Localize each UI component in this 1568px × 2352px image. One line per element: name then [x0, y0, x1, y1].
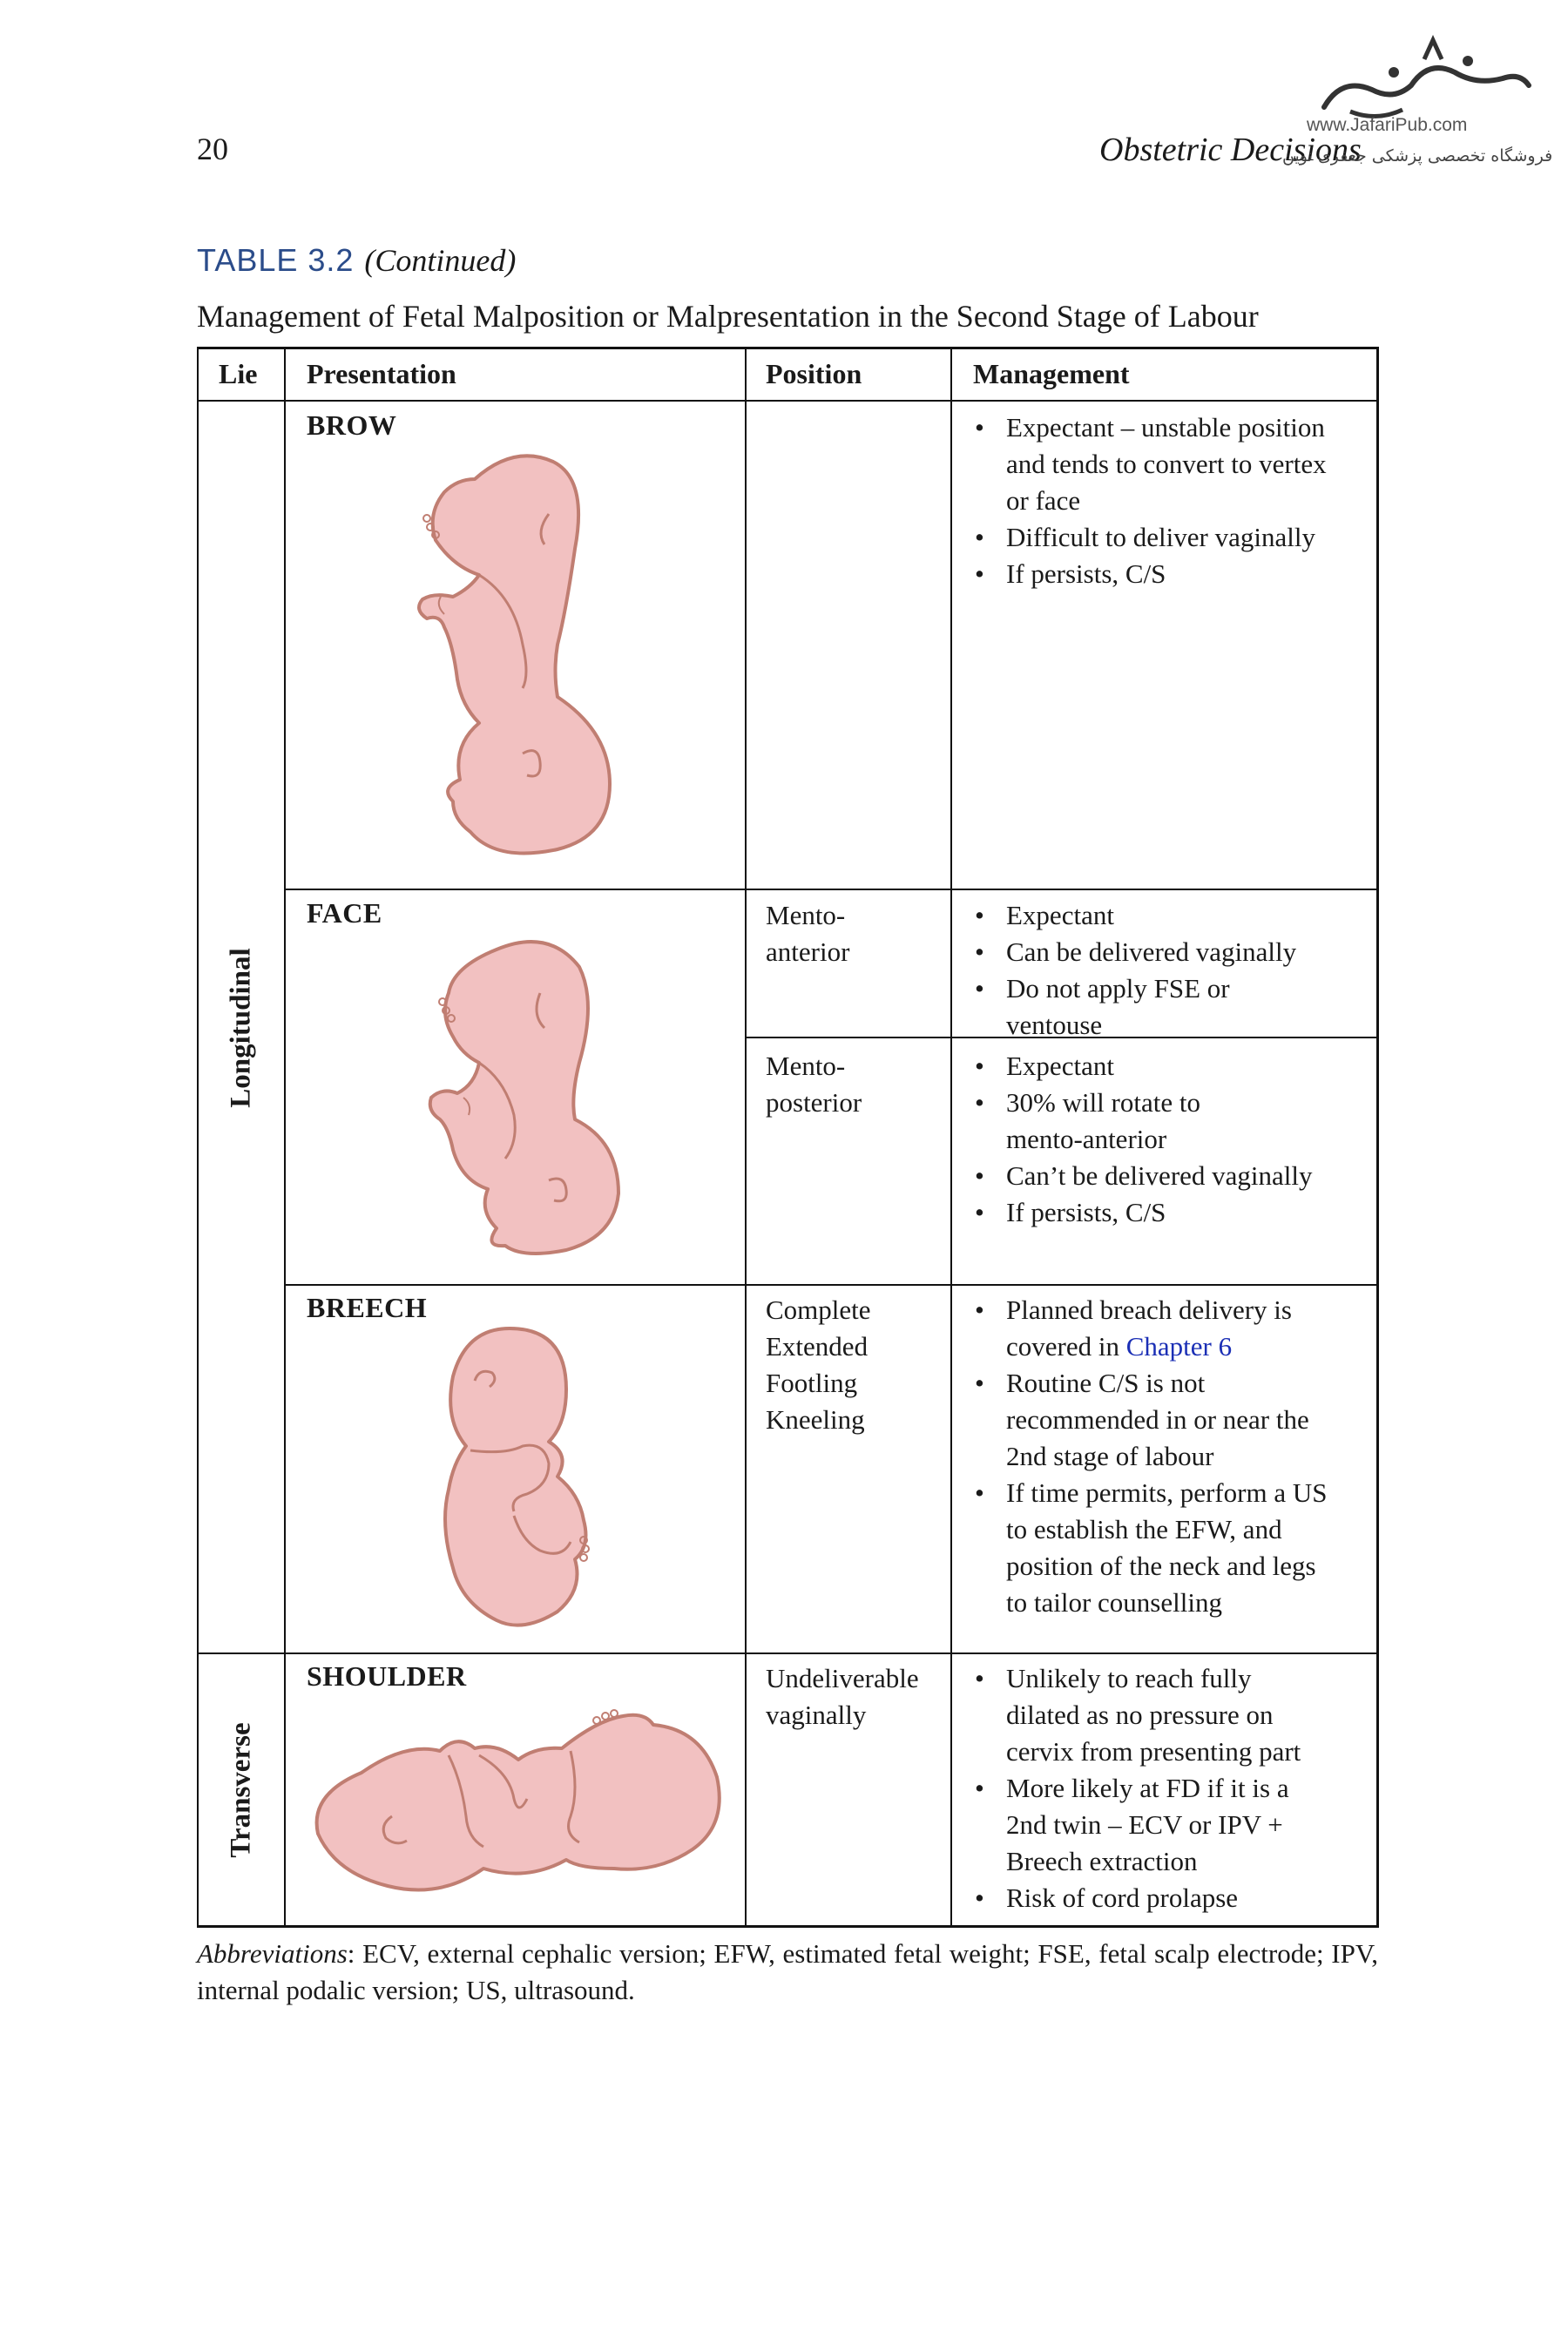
management-list-face-anterior	[973, 897, 1365, 1044]
lie-longitudinal: Longitudinal	[225, 948, 257, 1108]
management-item: • If persists, C/S	[973, 1194, 1365, 1231]
watermark-tagline: فروشگاه تخصصی پزشکی جعفری نوین	[1282, 146, 1553, 166]
position-mento-anterior: Mento- anterior	[766, 900, 850, 967]
presentation-breech: BREECH	[307, 1292, 428, 1323]
presentation-brow: BROW	[307, 409, 397, 441]
fetus-shoulder-icon	[309, 1694, 727, 1912]
management-item: • Planned breach delivery is covered in Chapter 6	[973, 1292, 1369, 1365]
management-item: • Can’t be delivered vaginally	[973, 1158, 1365, 1194]
page-number: 20	[197, 132, 228, 166]
management-list-shoulder	[973, 1660, 1365, 1916]
fetus-face-icon	[401, 932, 627, 1263]
abbreviations-footnote	[197, 1936, 1378, 2009]
management-item: • Risk of cord prolapse	[973, 1880, 1365, 1916]
management-item: • If time permits, perform a US to establish the EFW, and position of the neck and legs to tailor counselling	[973, 1475, 1369, 1621]
management-item: • Difficult to deliver vaginally	[973, 519, 1365, 556]
table-continued: (Continued)	[364, 243, 517, 278]
column-header-position: Position	[766, 358, 862, 389]
management-item: • Expectant	[973, 1048, 1365, 1085]
management-item: • Can be delivered vaginally	[973, 934, 1365, 970]
presentation-shoulder: SHOULDER	[307, 1660, 467, 1692]
fetus-breech-icon	[427, 1324, 601, 1633]
management-item: • Expectant – unstable position and tends to convert to vertex or face	[973, 409, 1365, 519]
management-list-face-posterior	[973, 1048, 1365, 1231]
watermark-url: www.JafariPub.com	[1307, 115, 1468, 135]
position-mento-posterior: Mento- posterior	[766, 1051, 862, 1118]
management-item: • If persists, C/S	[973, 556, 1365, 592]
column-header-presentation: Presentation	[307, 358, 456, 389]
management-item: • 30% will rotate to mento-anterior	[973, 1085, 1365, 1158]
presentation-face: FACE	[307, 897, 382, 929]
column-header-lie: Lie	[219, 358, 258, 389]
table-caption: Management of Fetal Malposition or Malpresentation in the Second Stage of Labour	[197, 299, 1259, 334]
management-item: • More likely at FD if it is a 2nd twin – ECV or IPV + Breech extraction	[973, 1770, 1365, 1880]
management-item: • Do not apply FSE or ventouse	[973, 970, 1365, 1044]
position-undeliverable: Undeliverable vaginally	[766, 1663, 919, 1730]
table-label: TABLE 3.2	[197, 242, 355, 278]
chapter-6-link[interactable]: Chapter 6	[1125, 1331, 1233, 1362]
management-list-breech	[973, 1292, 1369, 1621]
management-item: • Routine C/S is not recommended in or near the 2nd stage of labour	[973, 1365, 1369, 1475]
management-item: • Unlikely to reach fully dilated as no pressure on cervix from presenting part	[973, 1660, 1365, 1770]
abbreviations-text: : ECV, external cephalic version; EFW, estimated fetal weight; FSE, fetal scalp electrode; IPV, internal podalic version; US, ultrasound.	[197, 1938, 1378, 2005]
position-breech-types: Complete Extended Footling Kneeling	[766, 1294, 871, 1435]
abbreviations-label: Abbreviations	[197, 1938, 348, 1969]
lie-transverse: Transverse	[225, 1722, 257, 1858]
table-title	[197, 242, 516, 279]
column-header-management: Management	[973, 358, 1130, 389]
fetus-brow-icon	[392, 444, 627, 862]
management-item: • Expectant	[973, 897, 1365, 934]
management-list-brow	[973, 409, 1365, 592]
running-head: Obstetric Decisions	[1099, 132, 1362, 168]
